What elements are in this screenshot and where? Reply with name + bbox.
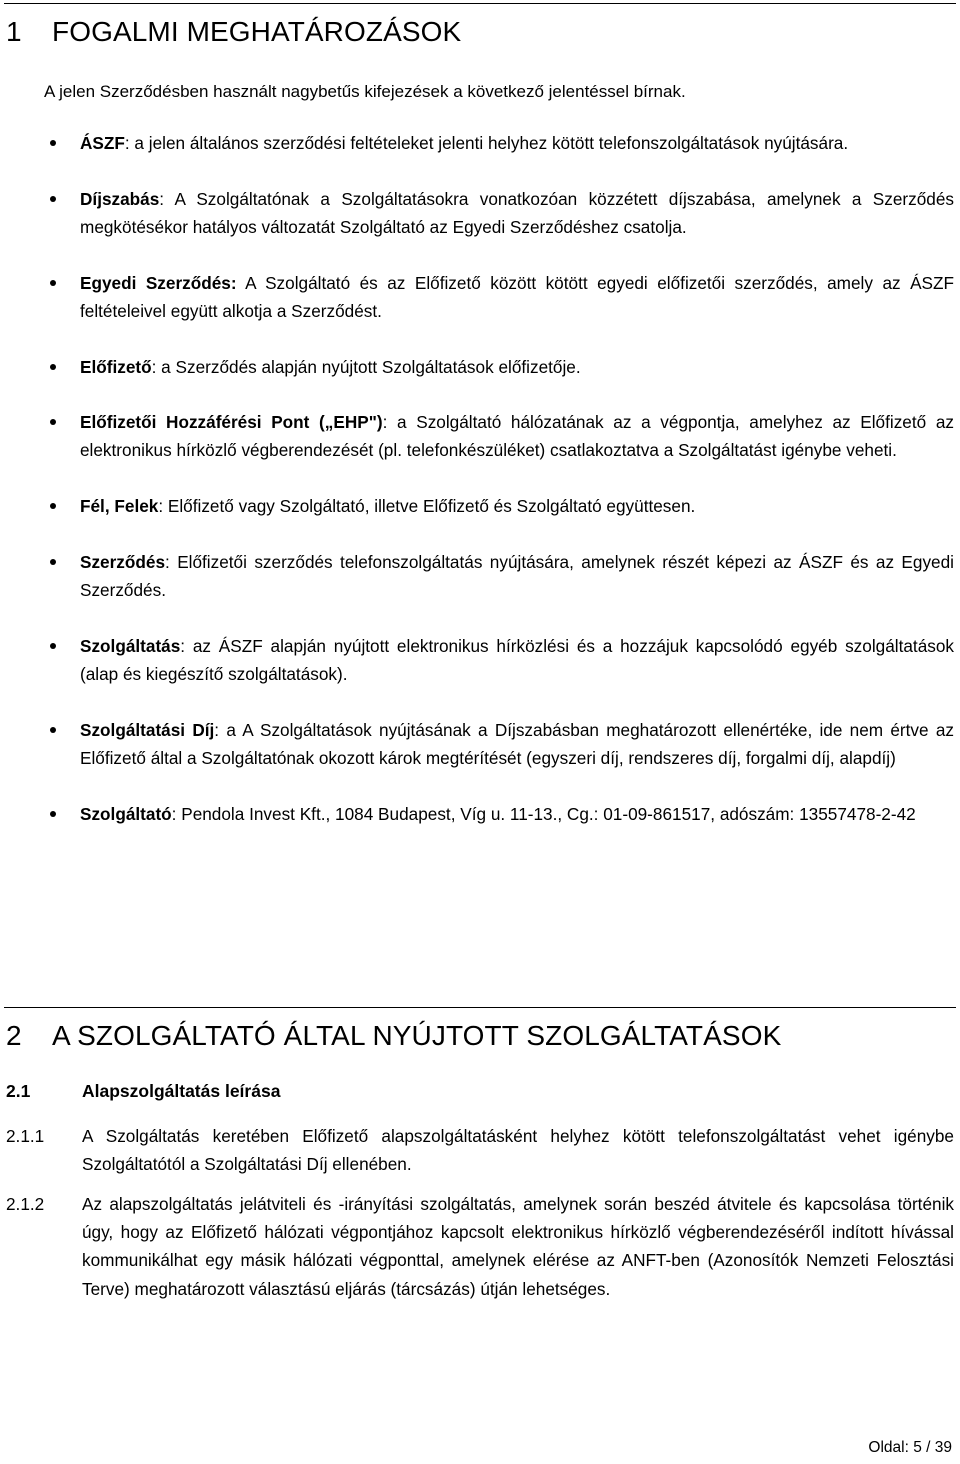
definition-term: Egyedi Szerződés: [80, 272, 237, 293]
definition-separator: : [214, 719, 220, 740]
definition-text: Pendola Invest Kft., 1084 Budapest, Víg u. 11-13., Cg.: 01-09-861517, adószám: 13557478-2-42 [176, 803, 916, 824]
definition-separator: : [124, 133, 130, 153]
definition-term: Szerződés [80, 551, 166, 572]
bullet-icon [50, 419, 56, 425]
bullet-icon [50, 643, 56, 649]
definition-term: Előfizetői Hozzáférési Pont („EHP") [80, 412, 383, 433]
definition-item [0, 632, 960, 688]
definition-separator: : [151, 356, 157, 377]
definition-term: Szolgáltatás [80, 635, 181, 656]
definition-separator: : [165, 551, 170, 572]
definition-separator: : [180, 635, 186, 656]
definition-item [0, 716, 960, 772]
section-1-intro: A jelen Szerződésben használt nagybetűs kifejezések a következő jelentéssel bírnak. [44, 82, 686, 101]
section-1-number: 1 [6, 16, 22, 47]
definition-term: ÁSZF [80, 133, 125, 153]
section-1-top-rule [4, 3, 956, 4]
subsection-2-1-heading [6, 1081, 280, 1102]
definition-item [0, 408, 960, 464]
bullet-icon [50, 140, 56, 146]
definition-separator: : [382, 412, 388, 433]
definition-text: az ÁSZF alapján nyújtott elektronikus hírközlési és a hozzájuk kapcsolódó egyéb szolgáltatások (alap és kiegészítő szolgáltatások). [80, 635, 954, 684]
bullet-icon [50, 364, 56, 370]
paragraph-number: 2.1.2 [6, 1194, 45, 1214]
definition-item [0, 353, 960, 381]
definition-term: Fél, Felek [80, 496, 159, 517]
definition-item [0, 548, 960, 604]
section-2-number: 2 [6, 1020, 22, 1051]
bullet-icon [50, 280, 56, 286]
definition-text: a Szerződés alapján nyújtott Szolgáltatások előfizetője. [156, 356, 581, 377]
definition-item [0, 800, 960, 828]
definition-separator: : [171, 803, 177, 824]
definition-text: A Szolgáltatónak a Szolgáltatásokra vonatkozóan közzétett díjszabása, amelynek a Szerződés megkötésékor hatályos változatát Szolgáltató az Egyedi Szerződéshez csatolja. [80, 188, 954, 237]
paragraph-number: 2.1.1 [6, 1126, 45, 1146]
bullet-icon [50, 196, 56, 202]
definition-separator: : [158, 496, 164, 517]
definition-term: Szolgáltatási Díj [80, 719, 215, 740]
section-2-title: A SZOLGÁLTATÓ ÁLTAL NYÚJTOTT SZOLGÁLTATÁSOK [52, 1020, 782, 1051]
page-number-footer: Oldal: 5 / 39 [868, 1439, 952, 1456]
definition-item [0, 269, 960, 325]
definition-term: Szolgáltató [80, 803, 172, 824]
definition-text: a A Szolgáltatások nyújtásának a Díjszabásban meghatározott ellenértéke, ide nem értve az Előfizető által a Szolgáltatónak okozott károk megtérítését (egyszeri díj, rendszeres díj, forgalmi díj, alapdíj) [80, 719, 954, 768]
definition-text: A Szolgáltató és az Előfizető között kötött egyedi előfizetői szerződés, amely az ÁSZF feltételeivel együtt alkotja a Szerződést. [80, 272, 954, 321]
bullet-icon [50, 503, 56, 509]
definition-item [0, 185, 960, 241]
definition-separator: : [159, 188, 165, 209]
paragraph-text: A Szolgáltatás keretében Előfizető alapszolgáltatásként helyhez kötött telefonszolgáltatást vehet igénybe Szolgáltatótól a Szolgáltatási Díj ellenében. [82, 1126, 954, 1175]
paragraph-text: Az alapszolgáltatás jelátviteli és -irányítási szolgáltatás, amelynek során beszéd átvitele és kapcsolása történik úgy, hogy az Előfizető hálózati végpontjához kapcsolt elektronikus hírközlő végberendezéséről indított hívással kommunikálhat egy másik hálózati végponttal, amelynek elérése az ANFT-ben (Azonosítók Nemzeti Felosztási Terve) meghatározott választású eljárás (tárcsázás) útján lehetséges. [82, 1194, 954, 1299]
definition-text: Előfizetői szerződés telefonszolgáltatás nyújtására, amelynek részét képezi az ÁSZF és az Egyedi Szerződés. [80, 551, 954, 601]
definition-term: Díjszabás [80, 188, 160, 209]
definition-text: Előfizető vagy Szolgáltató, illetve Előfizető és Szolgáltató együttesen. [163, 496, 696, 517]
paragraph-2-1-2 [6, 1190, 954, 1303]
definition-item [0, 129, 960, 157]
paragraph-2-1-1 [6, 1122, 954, 1178]
subsection-2-1-title: Alapszolgáltatás leírása [82, 1081, 281, 1101]
subsection-2-1-number: 2.1 [6, 1081, 31, 1101]
definition-item [0, 492, 960, 520]
section-1-heading [6, 16, 461, 48]
bullet-icon [50, 559, 56, 565]
definitions-list [0, 129, 960, 855]
bullet-icon [50, 727, 56, 733]
section-1-title: FOGALMI MEGHATÁROZÁSOK [52, 16, 462, 47]
section-2-top-rule [4, 1007, 956, 1008]
definition-text: a Szolgáltató hálózatának az a végpontja, amelyhez az Előfizető az elektronikus hírközlő végberendezését (pl. telefonkészüléket) csatlakoztatva a Szolgáltatást igénybe veheti. [80, 412, 955, 461]
definition-text: a jelen általános szerződési feltételeket jelenti helyhez kötött telefonszolgáltatások nyújtására. [129, 133, 849, 153]
section-2-heading [6, 1020, 781, 1052]
bullet-icon [50, 811, 56, 817]
definition-term: Előfizető [80, 356, 152, 377]
